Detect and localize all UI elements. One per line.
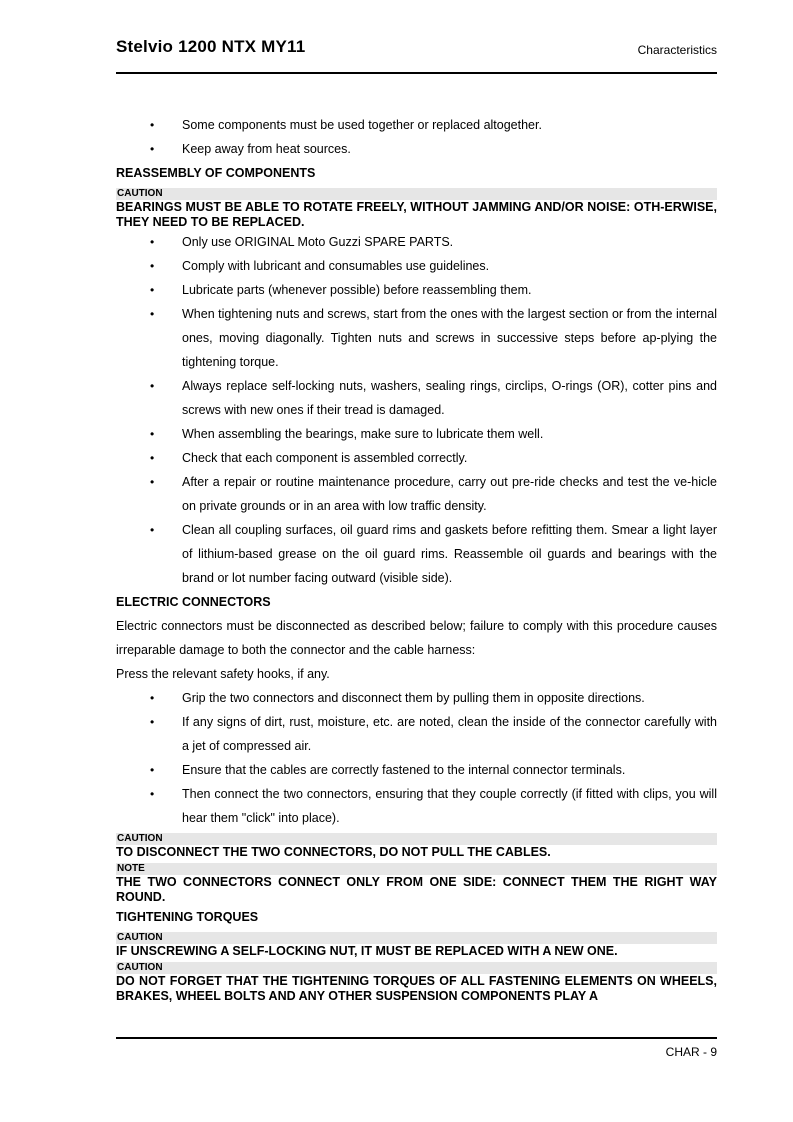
bullet-icon: •	[150, 307, 155, 321]
list-item: • Only use ORIGINAL Moto Guzzi SPARE PARTS.	[116, 230, 717, 254]
page-number: CHAR - 9	[665, 1045, 717, 1059]
bullet-icon: •	[150, 787, 155, 801]
electric-paragraph: Electric connectors must be disconnected as described below; failure to comply with this procedure causes irreparable damage to both the connector and the cable harness:	[116, 619, 717, 657]
bullet-icon: •	[150, 523, 155, 537]
torques-caution-box-2	[116, 962, 717, 1004]
bullet-icon: •	[150, 142, 155, 156]
electric-caution-box	[116, 833, 717, 860]
caution-text: DO NOT FORGET THAT THE TIGHTENING TORQUES OF ALL FASTENING ELEMENTS ON WHEELS, BRAKES, WHEEL BOLTS AND ANY OTHER SUSPENSION COMPONENTS PLAY A	[116, 974, 717, 1003]
bullet-icon: •	[150, 691, 155, 705]
bullet-icon: •	[150, 715, 155, 729]
tightening-torques-heading: TIGHTENING TORQUES	[116, 910, 259, 924]
bullet-icon: •	[150, 451, 155, 465]
page-content	[116, 113, 717, 1004]
document-title: Stelvio 1200 NTX MY11	[116, 37, 306, 56]
note-text: THE TWO CONNECTORS CONNECT ONLY FROM ONE SIDE: CONNECT THEM THE RIGHT WAY ROUND.	[116, 875, 717, 904]
electric-paragraph-hooks: Press the relevant safety hooks, if any.	[116, 667, 330, 681]
reassembly-heading: REASSEMBLY OF COMPONENTS	[116, 166, 316, 180]
list-item: • Always replace self-locking nuts, washers, sealing rings, circlips, O-rings (OR), cotter pins and screws with new ones if their tread is damaged.	[116, 374, 717, 422]
bullet-icon: •	[150, 235, 155, 249]
bullet-icon: •	[150, 283, 155, 297]
list-item: • Keep away from heat sources.	[116, 137, 717, 161]
caution-label: CAUTION	[116, 962, 717, 974]
page-header	[116, 34, 717, 74]
electric-connectors-heading: ELECTRIC CONNECTORS	[116, 595, 271, 609]
caution-text: BEARINGS MUST BE ABLE TO ROTATE FREELY, WITHOUT JAMMING AND/OR NOISE: OTH-ERWISE, THEY NEED TO BE REPLACED.	[116, 200, 717, 229]
bullet-icon: •	[150, 118, 155, 132]
reassembly-bullet-list	[116, 230, 717, 590]
list-item: • Comply with lubricant and consumables use guidelines.	[116, 254, 717, 278]
list-item: • Then connect the two connectors, ensuring that they couple correctly (if fitted with clips, you will hear them "click" into place).	[116, 782, 717, 830]
electric-note-box	[116, 863, 717, 905]
section-name: Characteristics	[637, 43, 717, 57]
list-item: • Some components must be used together or replaced altogether.	[116, 113, 717, 137]
caution-label: CAUTION	[116, 833, 717, 845]
list-item: • When tightening nuts and screws, start from the ones with the largest section or from the internal ones, moving diagonally. Tighten nuts and screws in successive steps before ap-plying the tightening torque.	[116, 302, 717, 374]
list-item: • If any signs of dirt, rust, moisture, etc. are noted, clean the inside of the connector carefully with a jet of compressed air.	[116, 710, 717, 758]
caution-text: TO DISCONNECT THE TWO CONNECTORS, DO NOT PULL THE CABLES.	[116, 845, 551, 859]
electric-bullet-list	[116, 686, 717, 830]
reassembly-caution-box	[116, 188, 717, 230]
list-item: • Lubricate parts (whenever possible) before reassembling them.	[116, 278, 717, 302]
top-bullet-list	[116, 113, 717, 161]
list-item: • Grip the two connectors and disconnect them by pulling them in opposite directions.	[116, 686, 717, 710]
page-footer	[116, 1037, 717, 1059]
list-item: • When assembling the bearings, make sure to lubricate them well.	[116, 422, 717, 446]
torques-caution-box-1	[116, 932, 717, 959]
list-item: • Clean all coupling surfaces, oil guard rims and gaskets before refitting them. Smear a light layer of lithium-based grease on the oil guard rims. Reassemble oil guards and bearings with the brand or lot number facing outward (visible side).	[116, 518, 717, 590]
bullet-icon: •	[150, 259, 155, 273]
list-item: • After a repair or routine maintenance procedure, carry out pre-ride checks and test the ve-hicle on private grounds or in an area with low traffic density.	[116, 470, 717, 518]
note-label: NOTE	[116, 863, 717, 875]
caution-label: CAUTION	[116, 932, 717, 944]
bullet-icon: •	[150, 427, 155, 441]
bullet-icon: •	[150, 379, 155, 393]
bullet-icon: •	[150, 763, 155, 777]
list-item: • Check that each component is assembled correctly.	[116, 446, 717, 470]
bullet-icon: •	[150, 475, 155, 489]
caution-text: IF UNSCREWING A SELF-LOCKING NUT, IT MUST BE REPLACED WITH A NEW ONE.	[116, 944, 618, 958]
list-item: • Ensure that the cables are correctly fastened to the internal connector terminals.	[116, 758, 717, 782]
caution-label: CAUTION	[116, 188, 717, 200]
